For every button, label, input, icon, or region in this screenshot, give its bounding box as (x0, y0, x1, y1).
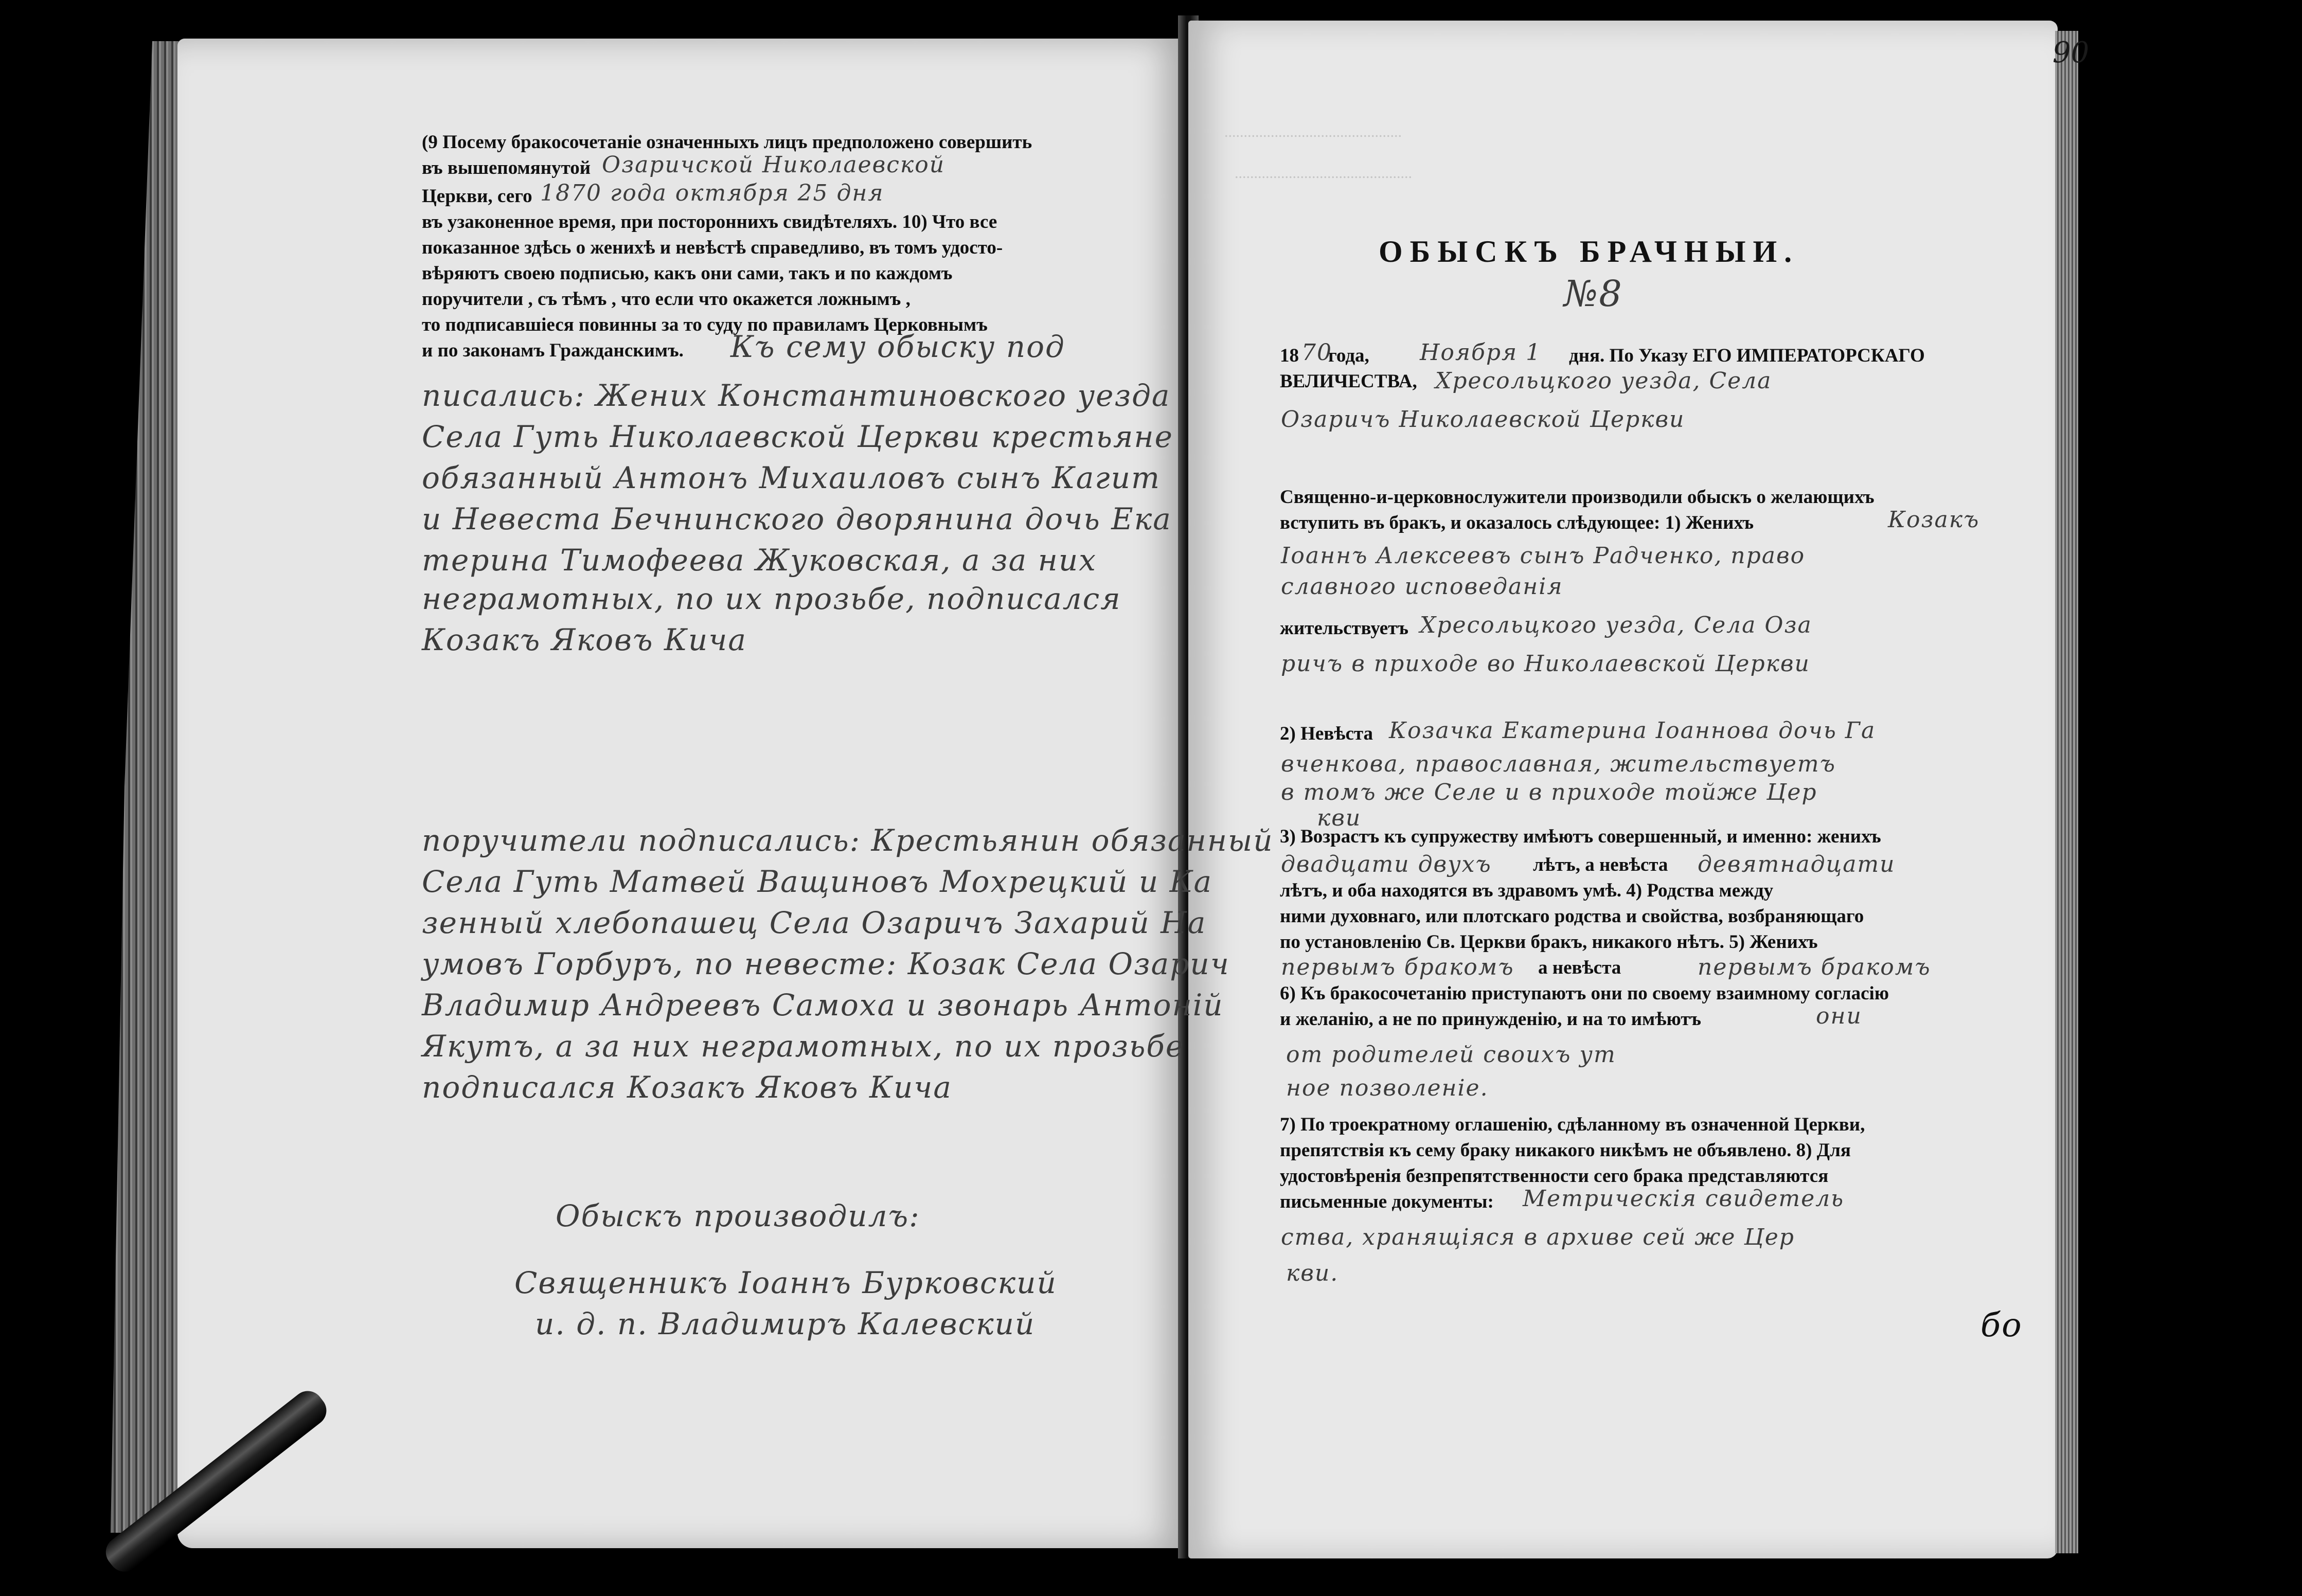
signature: Священникъ Іоаннъ Бурковский (514, 1265, 1057, 1300)
printed-line: 6) Къ бракосочетанію приступаютъ они по своему взаимному согласію (1280, 983, 1889, 1004)
handwritten-line: Хресольцкого уезда, Села Оза (1420, 612, 1812, 638)
record-number: №8 (1564, 273, 1623, 315)
signature: подписался Козакъ Яковъ Кича (422, 1070, 952, 1105)
printed-line: лѣтъ, а невѣста (1533, 854, 1668, 875)
folio-number: 90 (2053, 36, 2090, 69)
handwritten-year: 70 (1301, 339, 1332, 366)
bleed-through-text: .............................................. (1224, 123, 1402, 140)
printed-line: въ узаконенное время, при постороннихъ свидѣтеляхъ. 10) Что все (422, 211, 997, 232)
printed-line: поручители , съ тѣмъ , что если что окажется ложнымъ , (422, 289, 911, 310)
printed-line: показанное здѣсь о женихѣ и невѣстѣ справедливо, въ томъ удосто- (422, 237, 1003, 258)
handwritten-line: Къ сему обыску под (730, 329, 1065, 364)
handwritten-line: кви. (1286, 1260, 1339, 1286)
handwritten-line: писались: Жених Константиновского уезда (422, 378, 1171, 413)
printed-line: препятствія къ сему браку никакого никѣмъ не объявлено. 8) Для (1280, 1140, 1851, 1161)
margin-mark: бо (1980, 1306, 2023, 1344)
handwritten-line: и Невеста Бечнинского дворянина дочь Ека (422, 501, 1172, 536)
printed-line: вступить въ бракъ, и оказалось слѣдующее: 1) Женихъ (1280, 512, 1754, 533)
handwritten-line: славного исповеданія (1281, 573, 1563, 600)
signature: и. д. п. Владимиръ Калевский (535, 1306, 1036, 1341)
signature: Козакъ Яковъ Кича (422, 622, 747, 657)
printed-line: 3) Возрастъ къ супружеству имѣютъ совершенный, и именно: женихъ (1280, 826, 1881, 847)
handwritten-line: Села Гуть Николаевской Церкви крестьяне (422, 419, 1173, 454)
printed-line: Церкви, сего (422, 186, 532, 207)
handwritten-line: они (1816, 1003, 1862, 1029)
handwritten-line: ричъ в приходе во Николаевской Церкви (1281, 651, 1810, 677)
handwritten-line: терина Тимофеева Жуковская, а за них (422, 543, 1097, 578)
handwritten-line: ное позволеніе. (1286, 1075, 1489, 1101)
printed-line: и по законамъ Гражданскимъ. (422, 340, 684, 361)
handwritten-line: 1870 года октября 25 дня (540, 180, 884, 206)
printed-line: по установленію Св. Церкви бракъ, никакого нѣтъ. 5) Женихъ (1280, 931, 1818, 953)
handwritten-line: Озаричской Николаевской (602, 152, 945, 178)
printed-line: письменные документы: (1280, 1191, 1494, 1212)
handwritten-line: Якутъ, а за них неграмотных, по их прозьбе (422, 1029, 1185, 1064)
handwritten-line: вченкова, православная, жительствуетъ (1281, 751, 1836, 777)
printed-line: 7) По троекратному оглашенію, сдѣланному въ означенной Церкви, (1280, 1114, 1865, 1135)
printed-line: дня. По Указу ЕГО ИМПЕРАТОРСКАГО (1569, 345, 1925, 366)
handwritten-date: Ноября 1 (1420, 339, 1542, 366)
printed-line: года, (1328, 345, 1369, 366)
handwritten-line: зенный хлебопашец Села Озаричъ Захарий На (422, 905, 1207, 940)
handwritten-line: Села Гуть Матвей Ващиновъ Мохрецкий и Ка (422, 864, 1213, 899)
printed-line: удостовѣренія безпрепятственности сего брака представляются (1280, 1165, 1829, 1187)
printed-line: Священно-и-церковнослужители производили обыскъ о желающихъ (1280, 487, 1875, 508)
handwritten-line: неграмотных, по их прозьбе, подписался (422, 581, 1121, 616)
printed-line: а невѣста (1538, 957, 1621, 978)
document-title: ОБЫСКЪ БРАЧНЫИ. (1379, 235, 1799, 268)
handwritten-line: Козакъ (1888, 507, 1980, 533)
handwritten-line: Іоаннъ Алексеевъ сынъ Радченко, право (1281, 543, 1806, 569)
handwritten-line: первымъ бракомъ (1698, 954, 1931, 980)
printed-line: ними духовнаго, или плотскаго родства и свойства, возбраняющаго (1280, 906, 1864, 927)
handwritten-line: в томъ же Селе и в приходе тойже Цер (1281, 779, 1817, 805)
printed-line: ВЕЛИЧЕСТВА, (1280, 371, 1417, 392)
printed-line: то подписавшіеся повинны за то суду по правиламъ Церковнымъ (422, 314, 988, 335)
handwritten-line: двадцати двухъ (1281, 851, 1492, 877)
bleed-through-text: .............................................. (1235, 165, 1412, 182)
printed-line: 2) Невѣста (1280, 723, 1373, 744)
printed-date-prefix: 18 (1280, 345, 1299, 366)
printed-line: и желанію, а не по принужденію, и на то имѣютъ (1280, 1009, 1701, 1030)
handwritten-line: Метрическія свидетель (1523, 1186, 1845, 1212)
handwritten-line: поручители подписались: Крестьянин обязанный (422, 823, 1274, 858)
handwritten-line: Озаричъ Николаевской Церкви (1281, 406, 1685, 433)
printed-line: вѣряютъ своею подписью, какъ они сами, такъ и по каждомъ (422, 263, 953, 284)
handwritten-line: обязанный Антонъ Михаиловъ сынъ Кагит (422, 460, 1161, 495)
handwritten-line: девятнадцати (1698, 851, 1896, 877)
printed-line: (9 Посему бракосочетаніе означенныхъ лицъ предположено совершить (422, 132, 1032, 153)
handwritten-line: Владимир Андреевъ Самоха и звонарь Антоній (422, 988, 1224, 1023)
handwritten-line: умовъ Горбуръ, по невесте: Козак Села Озарич (422, 946, 1230, 981)
handwritten-line: кви (1317, 805, 1362, 831)
printed-line: въ вышепомянутой (422, 157, 591, 178)
printed-line: лѣтъ, и оба находятся въ здравомъ умѣ. 4) Родства между (1280, 880, 1774, 901)
handwritten-line: первымъ бракомъ (1281, 954, 1514, 980)
handwritten-line: Хресольцкого уезда, Села (1435, 368, 1772, 394)
printed-line: жительствуетъ (1280, 618, 1408, 639)
handwritten-line: Козачка Екатерина Іоаннова дочь Га (1389, 718, 1876, 744)
handwritten-line: ства, хранящіяся в архиве сей же Цер (1281, 1224, 1795, 1250)
book-page-edges-left (111, 41, 180, 1533)
handwritten-line: Обыскъ производилъ: (556, 1198, 920, 1233)
book-page-edges-right (2055, 31, 2078, 1553)
handwritten-line: от родителей своихъ ут (1286, 1042, 1616, 1068)
